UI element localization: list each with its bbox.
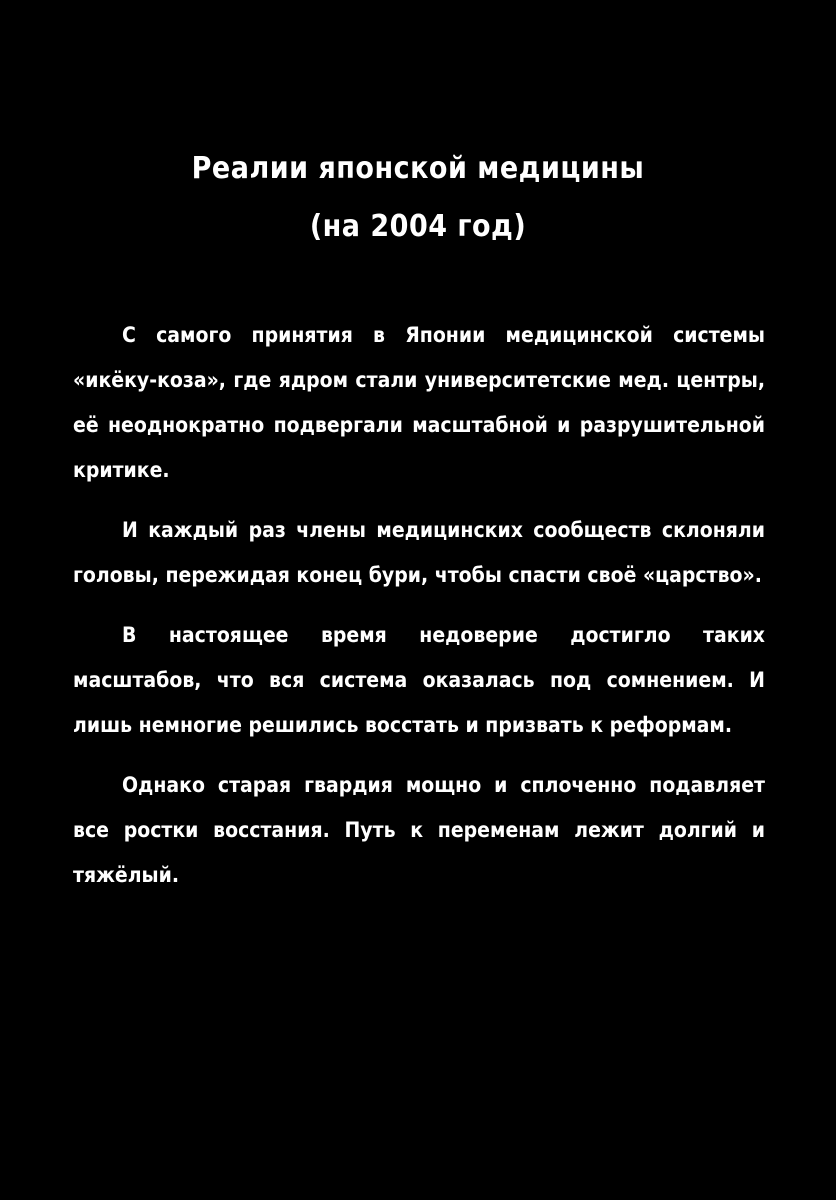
title-line-2: (на 2004 год) [309,209,527,244]
paragraph-3: В настоящее время недоверие достигло таких масштабов, что вся система оказалась под сомнением. И лишь немногие решились восстать и призвать к реформам. [73,623,765,737]
text-body [73,313,765,913]
paragraph-1: С самого принятия в Японии медицинской системы «икёку-коза», где ядром стали университетские мед. центры, её неоднократно подвергали масштабной и разрушительной критике. [73,323,765,482]
paragraph-2: И каждый раз члены медицинских сообществ склоняли головы, пережидая конец бури, чтобы спасти своё «царство». [73,518,765,587]
title-line-1: Реалии японской медицины [191,151,645,186]
paragraph-4: Однако старая гвардия мощно и сплоченно подавляет все ростки восстания. Путь к переменам лежит долгий и тяжёлый. [73,773,765,887]
page-title [0,140,836,256]
